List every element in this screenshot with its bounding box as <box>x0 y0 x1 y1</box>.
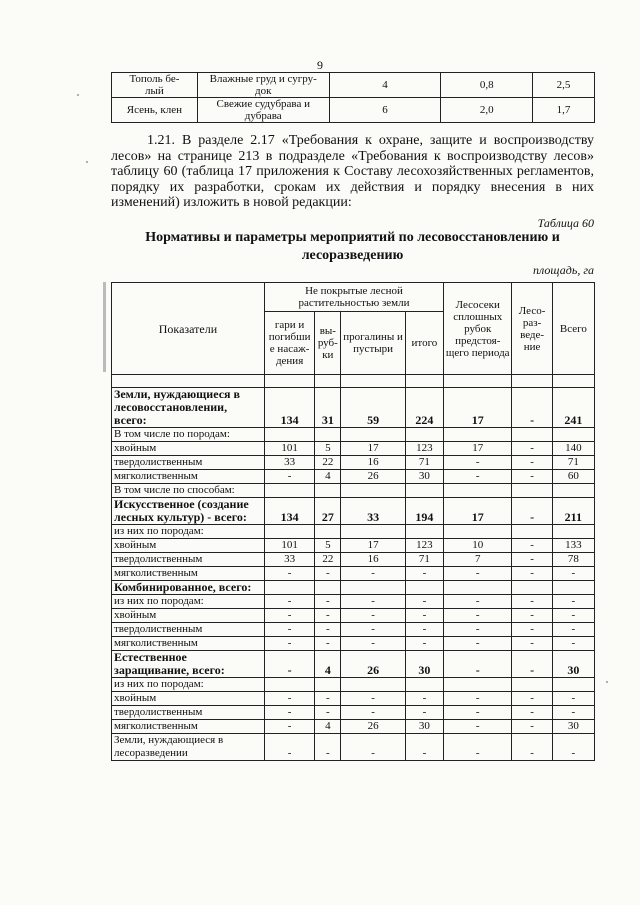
row-value <box>264 428 314 442</box>
row-label: Естественное заращивание, всего: <box>112 651 265 678</box>
row-value: - <box>552 637 594 651</box>
header-afforestation: Лесо-раз-веде-ние <box>512 283 552 375</box>
table-row <box>112 470 595 484</box>
row-value: 30 <box>405 651 443 678</box>
row-value: - <box>444 692 512 706</box>
table-row <box>112 525 595 539</box>
row-value <box>512 581 552 595</box>
row-label: из них по породам: <box>112 525 265 539</box>
table-row <box>112 678 595 692</box>
row-value: 140 <box>552 442 594 456</box>
row-value: - <box>512 734 552 761</box>
row-value <box>315 428 341 442</box>
row-value: - <box>315 567 341 581</box>
row-value <box>405 428 443 442</box>
row-label: Искусственное (создание лесных культур) - всего: <box>112 498 265 525</box>
row-value: - <box>341 623 405 637</box>
row-value: - <box>512 567 552 581</box>
row-value: - <box>512 553 552 567</box>
spacer-cell <box>405 375 443 388</box>
row-value: 26 <box>341 470 405 484</box>
row-value: 33 <box>341 498 405 525</box>
row-value: - <box>552 692 594 706</box>
scan-edge-mark <box>103 282 106 372</box>
header-total-not-covered: итого <box>405 312 443 375</box>
row-value: - <box>264 692 314 706</box>
header-cleared: вы-руб-ки <box>315 312 341 375</box>
row-value: - <box>512 651 552 678</box>
table-row <box>112 456 595 470</box>
row-label: Земли, нуждающиеся в лесовосстановлении, всего: <box>112 388 265 428</box>
row-value <box>341 428 405 442</box>
continued-table <box>111 72 595 123</box>
row-value: - <box>512 456 552 470</box>
row-value <box>512 484 552 498</box>
row-value: 4 <box>315 651 341 678</box>
row-value: - <box>405 706 443 720</box>
table-row <box>112 734 595 761</box>
row-value: - <box>341 692 405 706</box>
table-row <box>112 442 595 456</box>
row-label: твердолиственным <box>112 456 265 470</box>
table-row <box>112 692 595 706</box>
row-value: - <box>444 609 512 623</box>
row-value <box>444 678 512 692</box>
row-value: - <box>552 567 594 581</box>
table-row <box>112 720 595 734</box>
row-label: твердолиственным <box>112 623 265 637</box>
row-value <box>444 525 512 539</box>
continued-cell-type: Влажные груд и сугру- док <box>197 73 329 98</box>
row-value <box>264 581 314 595</box>
table-label: Таблица 60 <box>537 216 594 230</box>
table-row <box>112 623 595 637</box>
row-value: 10 <box>444 539 512 553</box>
continued-cell-species: Тополь бе- лый <box>112 73 198 98</box>
continued-cell-species: Ясень, клен <box>112 98 198 123</box>
scan-speck <box>606 681 608 683</box>
row-value <box>315 484 341 498</box>
row-value: 22 <box>315 553 341 567</box>
row-label: из них по породам: <box>112 678 265 692</box>
row-value: - <box>512 692 552 706</box>
row-label: Комбинированное, всего: <box>112 581 265 595</box>
row-label: твердолиственным <box>112 553 265 567</box>
row-value: - <box>512 609 552 623</box>
row-value <box>552 678 594 692</box>
row-value: - <box>341 567 405 581</box>
norms-table <box>111 282 595 761</box>
spacer-cell <box>512 375 552 388</box>
row-value: - <box>405 595 443 609</box>
row-value <box>315 581 341 595</box>
row-value: 16 <box>341 553 405 567</box>
row-value: 5 <box>315 539 341 553</box>
continued-cell-type: Свежие судубрава и дубрава <box>197 98 329 123</box>
row-value: - <box>444 567 512 581</box>
row-value: - <box>264 595 314 609</box>
row-label: хвойным <box>112 442 265 456</box>
row-value: 78 <box>552 553 594 567</box>
row-value: - <box>264 734 314 761</box>
row-value: 17 <box>444 498 512 525</box>
row-value: - <box>444 595 512 609</box>
continued-cell-c3: 1,7 <box>533 98 595 123</box>
continued-cell-c1: 6 <box>329 98 441 123</box>
row-value: - <box>315 692 341 706</box>
row-value: 26 <box>341 720 405 734</box>
scan-speck <box>86 161 88 163</box>
row-value: 30 <box>552 720 594 734</box>
table-row <box>112 581 595 595</box>
row-label: твердолиственным <box>112 706 265 720</box>
header-indicators: Показатели <box>112 283 265 375</box>
row-value <box>552 484 594 498</box>
row-value: - <box>512 470 552 484</box>
row-value: - <box>264 609 314 623</box>
row-value: 27 <box>315 498 341 525</box>
row-value: - <box>341 734 405 761</box>
row-value <box>512 428 552 442</box>
row-value: - <box>444 470 512 484</box>
table-row <box>112 553 595 567</box>
row-value: 101 <box>264 442 314 456</box>
table-row <box>112 595 595 609</box>
row-label: В том числе по породам: <box>112 428 265 442</box>
row-value: 134 <box>264 388 314 428</box>
row-value: - <box>444 734 512 761</box>
row-value: 211 <box>552 498 594 525</box>
table-row <box>112 484 595 498</box>
row-label: из них по породам: <box>112 595 265 609</box>
row-value <box>341 484 405 498</box>
continued-cell-c2: 0,8 <box>441 73 533 98</box>
row-value: 17 <box>444 388 512 428</box>
row-value: - <box>264 720 314 734</box>
continued-row <box>112 73 595 98</box>
row-value <box>444 581 512 595</box>
row-value: 194 <box>405 498 443 525</box>
spacer-cell <box>112 375 265 388</box>
row-value: 101 <box>264 539 314 553</box>
row-value: - <box>512 720 552 734</box>
row-value <box>552 525 594 539</box>
paragraph-text: 1.21. В разделе 2.17 «Требования к охране, защите и воспроизводству лесов» на странице 213 в подразделе «Требования к воспроизводству лесов» таблицу 60 (таблица 17 приложения к Составу лесохозяйственных регламентов, порядку их разработки, срокам их действия и порядку внесения в них изменений) изложить в новой редакции: <box>111 133 594 211</box>
row-value: - <box>315 734 341 761</box>
row-value: - <box>512 637 552 651</box>
row-value: - <box>341 706 405 720</box>
row-value: 22 <box>315 456 341 470</box>
row-label: В том числе по способам: <box>112 484 265 498</box>
row-label: мягколиственным <box>112 470 265 484</box>
table-row <box>112 637 595 651</box>
row-value: - <box>405 637 443 651</box>
row-value: 123 <box>405 539 443 553</box>
row-value: 33 <box>264 456 314 470</box>
row-value: - <box>315 637 341 651</box>
row-value <box>315 525 341 539</box>
row-value: 241 <box>552 388 594 428</box>
row-value <box>264 525 314 539</box>
row-value: 133 <box>552 539 594 553</box>
row-value <box>444 428 512 442</box>
row-value: 4 <box>315 470 341 484</box>
row-value <box>405 581 443 595</box>
row-value: 17 <box>341 442 405 456</box>
row-value <box>341 581 405 595</box>
row-value <box>552 581 594 595</box>
row-value: - <box>444 637 512 651</box>
row-value: - <box>264 706 314 720</box>
row-value: 224 <box>405 388 443 428</box>
row-value <box>405 525 443 539</box>
row-value <box>341 678 405 692</box>
row-value: - <box>315 595 341 609</box>
spacer-cell <box>341 375 405 388</box>
header-not-covered: Не покрытые лесной растительностью земли <box>264 283 443 312</box>
row-value: - <box>264 637 314 651</box>
table-row <box>112 651 595 678</box>
amendment-paragraph <box>111 133 594 211</box>
row-value: 60 <box>552 470 594 484</box>
continued-cell-c1: 4 <box>329 73 441 98</box>
row-label: мягколиственным <box>112 720 265 734</box>
spacer-cell <box>444 375 512 388</box>
row-value: 16 <box>341 456 405 470</box>
row-value: - <box>552 706 594 720</box>
row-value: 17 <box>444 442 512 456</box>
row-value: - <box>512 706 552 720</box>
row-value: - <box>512 623 552 637</box>
header-burned: гари и погибши е насаж-дения <box>264 312 314 375</box>
table-row <box>112 609 595 623</box>
row-value: 33 <box>264 553 314 567</box>
scan-speck <box>77 94 79 96</box>
table-row <box>112 388 595 428</box>
row-value: - <box>341 595 405 609</box>
spacer-cell <box>264 375 314 388</box>
table-row <box>112 428 595 442</box>
table-row <box>112 567 595 581</box>
continued-row <box>112 98 595 123</box>
header-cutting: Лесосеки сплошных рубок предстоя-щего периода <box>444 283 512 375</box>
row-label: хвойным <box>112 609 265 623</box>
row-value: 71 <box>552 456 594 470</box>
row-value: - <box>264 470 314 484</box>
row-value: - <box>552 609 594 623</box>
row-value: - <box>405 609 443 623</box>
row-value: - <box>264 623 314 637</box>
row-label: Земли, нуждающиеся в лесоразведении <box>112 734 265 761</box>
row-value: - <box>341 609 405 623</box>
row-value <box>315 678 341 692</box>
table-row <box>112 539 595 553</box>
row-value: - <box>405 567 443 581</box>
row-value: 134 <box>264 498 314 525</box>
row-label: мягколиственным <box>112 567 265 581</box>
row-value: - <box>512 595 552 609</box>
spacer-cell <box>552 375 594 388</box>
row-value <box>444 484 512 498</box>
continued-cell-c3: 2,5 <box>533 73 595 98</box>
page-number: 9 <box>317 58 323 72</box>
row-value: - <box>405 623 443 637</box>
row-value: 31 <box>315 388 341 428</box>
row-value: 7 <box>444 553 512 567</box>
row-value: - <box>315 623 341 637</box>
header-glades: прогалины и пустыри <box>341 312 405 375</box>
row-value <box>405 678 443 692</box>
table-title: Нормативы и параметры мероприятий по лесовосстановлению и лесоразведению <box>145 230 560 263</box>
row-value: 71 <box>405 553 443 567</box>
row-value: - <box>512 442 552 456</box>
table-row <box>112 498 595 525</box>
row-value: - <box>512 498 552 525</box>
row-value: - <box>315 706 341 720</box>
row-value: - <box>444 456 512 470</box>
row-value: 26 <box>341 651 405 678</box>
row-value <box>264 484 314 498</box>
row-value: - <box>512 388 552 428</box>
row-value: - <box>552 734 594 761</box>
row-value <box>264 678 314 692</box>
row-value: - <box>512 539 552 553</box>
row-value: - <box>444 706 512 720</box>
row-value: 30 <box>552 651 594 678</box>
table-row <box>112 706 595 720</box>
row-value: - <box>552 595 594 609</box>
row-value: 4 <box>315 720 341 734</box>
row-label: мягколиственным <box>112 637 265 651</box>
row-value: - <box>405 692 443 706</box>
row-label: хвойным <box>112 692 265 706</box>
row-value: 71 <box>405 456 443 470</box>
row-value: - <box>315 609 341 623</box>
row-value <box>512 678 552 692</box>
row-value: - <box>444 623 512 637</box>
row-value: 17 <box>341 539 405 553</box>
spacer-cell <box>315 375 341 388</box>
row-value: - <box>444 720 512 734</box>
row-value <box>341 525 405 539</box>
row-value: 30 <box>405 720 443 734</box>
row-label: хвойным <box>112 539 265 553</box>
row-value <box>552 428 594 442</box>
row-value: 59 <box>341 388 405 428</box>
row-value <box>512 525 552 539</box>
row-value: - <box>341 637 405 651</box>
row-value: - <box>444 651 512 678</box>
row-value: - <box>552 623 594 637</box>
row-value: 5 <box>315 442 341 456</box>
row-value: 30 <box>405 470 443 484</box>
unit-label: площадь, га <box>533 263 594 277</box>
row-value: - <box>264 651 314 678</box>
row-value: - <box>405 734 443 761</box>
row-value: - <box>264 567 314 581</box>
header-total: Всего <box>552 283 594 375</box>
continued-cell-c2: 2,0 <box>441 98 533 123</box>
row-value: 123 <box>405 442 443 456</box>
row-value <box>405 484 443 498</box>
